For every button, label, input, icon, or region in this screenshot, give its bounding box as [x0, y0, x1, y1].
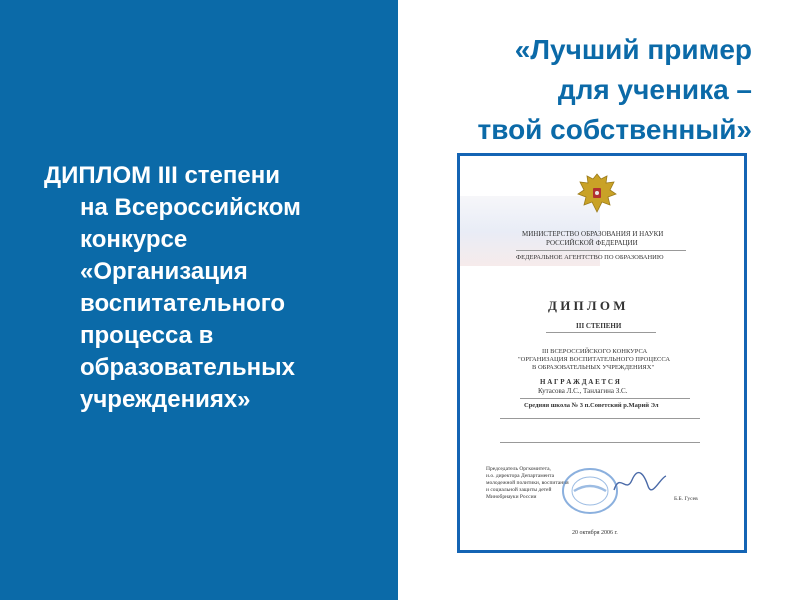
school-name: Средняя школа № 3 п.Советский р.Марий Эл — [524, 402, 659, 409]
award-line: учреждениях» — [80, 386, 251, 413]
recipients: Кутасова Л.С., Танлагина З.С. — [538, 387, 628, 395]
agency-line: ФЕДЕРАЛЬНОЕ АГЕНТСТВО ПО ОБРАЗОВАНИЮ — [516, 254, 664, 261]
award-line: на Всероссийском — [80, 194, 301, 221]
signature-block-line: Минобрнауки России — [486, 494, 537, 500]
contest-line: III ВСЕРОССИЙСКОГО КОНКУРСА — [542, 348, 648, 355]
divider — [520, 398, 690, 399]
signature-block-line: Председатель Оргкомитета, — [486, 466, 551, 472]
quote-line: «Лучший пример — [514, 34, 752, 65]
divider — [546, 332, 656, 333]
diploma-degree: III СТЕПЕНИ — [576, 322, 622, 330]
diploma-title: Д И П Л О М — [548, 298, 626, 313]
award-line: образовательных — [80, 354, 296, 381]
award-line: воспитательного — [80, 290, 286, 317]
signature-block-line: и.о. директора Департамента — [486, 473, 555, 479]
issue-date: 20 октября 2006 г. — [572, 530, 618, 536]
quote-line: твой собственный» — [477, 114, 752, 145]
award-line: процесса в — [80, 322, 214, 349]
contest-line: "ОРГАНИЗАЦИЯ ВОСПИТАТЕЛЬНОГО ПРОЦЕССА — [518, 356, 671, 363]
contest-line: В ОБРАЗОВАТЕЛЬНЫХ УЧРЕЖДЕНИЯХ" — [532, 364, 655, 371]
ministry-line: РОССИЙСКОЙ ФЕДЕРАЦИИ — [546, 239, 638, 247]
divider — [500, 442, 700, 443]
divider — [500, 418, 700, 419]
award-line: конкурсе — [80, 226, 188, 253]
award-line: ДИПЛОМ III степени — [44, 162, 280, 189]
signature-block-line: и социальной защиты детей — [486, 487, 552, 493]
signature-block-line: молодежной политики, воспитания — [486, 480, 569, 486]
awarded-label: Н А Г Р А Ж Д А Е Т С Я — [540, 378, 620, 386]
coat-of-arms-icon — [574, 170, 620, 216]
motto-quote — [478, 30, 752, 150]
divider — [516, 250, 686, 251]
award-description — [44, 160, 384, 416]
left-blue-panel — [0, 0, 398, 600]
signature-icon — [610, 468, 670, 498]
award-line: «Организация — [80, 258, 248, 285]
diploma-image — [457, 153, 747, 553]
quote-line: для ученика – — [557, 74, 752, 105]
signer-name: Б.Б. Гусев — [674, 496, 698, 502]
ministry-line: МИНИСТЕРСТВО ОБРАЗОВАНИЯ И НАУКИ — [522, 230, 664, 238]
